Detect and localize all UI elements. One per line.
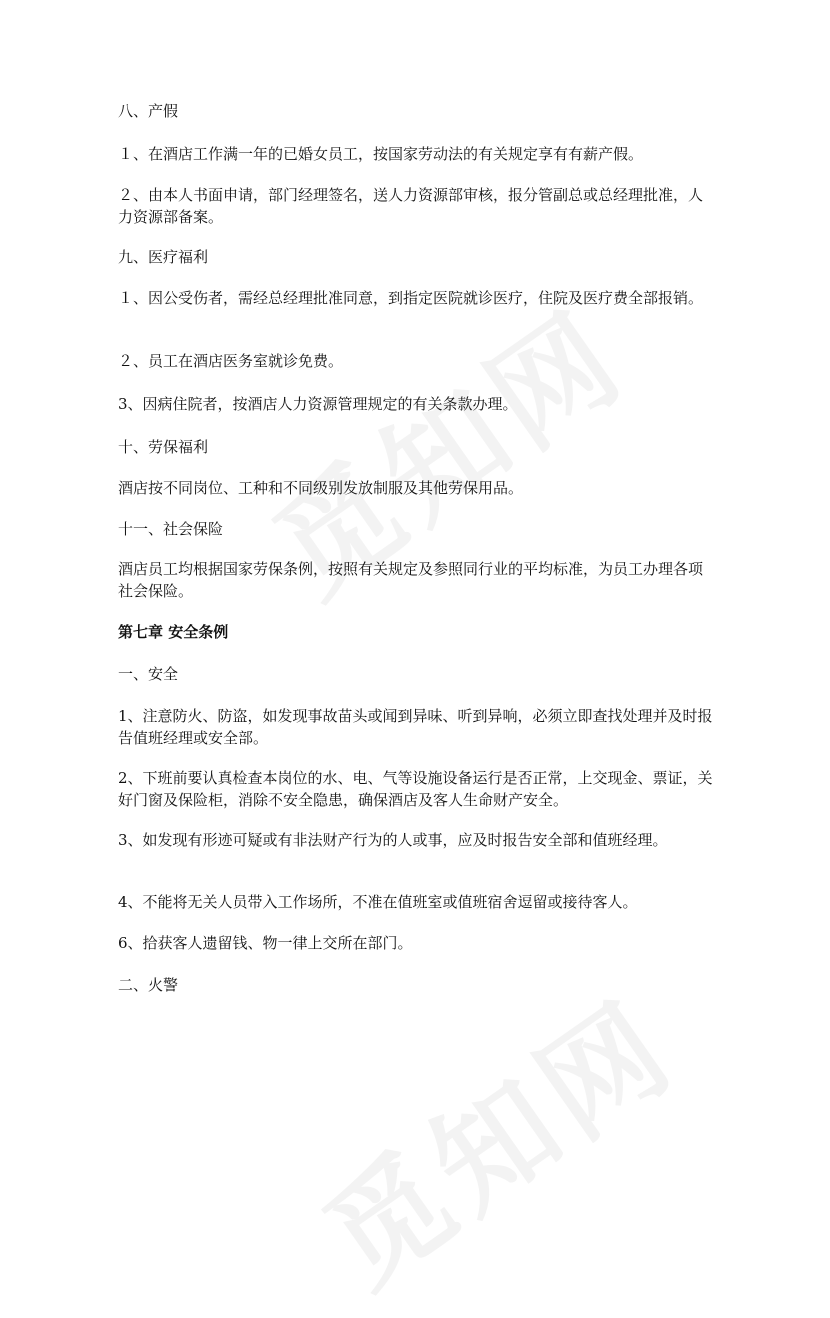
paragraph: １、因公受伤者，需经总经理批准同意，到指定医院就诊医疗，住院及医疗费全部报销。 — [118, 289, 704, 307]
paragraph: 2、下班前要认真检查本岗位的水、电、气等设施设备运行是否正常，上交现金、票证，关好门窗及保险柜，消除不安全隐患，确保酒店及客人生命财产安全。 — [118, 769, 713, 809]
paragraph: 4、不能将无关人员带入工作场所，不准在值班室或值班宿舍逗留或接待客人。 — [118, 893, 638, 911]
section-heading: 九、医疗福利 — [118, 248, 209, 266]
watermark — [286, 954, 704, 1318]
paragraph: ２、员工在酒店医务室就诊免费。 — [118, 352, 344, 370]
paragraph: 3、因病住院者，按酒店人力资源管理规定的有关条款办理。 — [118, 395, 518, 413]
section-heading: 一、安全 — [118, 665, 179, 683]
paragraph: １、在酒店工作满一年的已婚女员工，按国家劳动法的有关规定享有有薪产假。 — [118, 145, 644, 163]
paragraph: 3、如发现有形迹可疑或有非法财产行为的人或事，应及时报告安全部和值班经理。 — [118, 831, 668, 849]
chapter-heading: 第七章 安全条例 — [118, 623, 229, 641]
paragraph: 酒店按不同岗位、工种和不同级别发放制服及其他劳保用品。 — [118, 479, 524, 497]
paragraph: 6、拾获客人遗留钱、物一律上交所在部门。 — [118, 934, 413, 952]
paragraph: 1、注意防火、防盗，如发现事故苗头或闻到异味、听到异响，必须立即查找处理并及时报告值班经理或安全部。 — [118, 707, 713, 747]
paragraph: ２、由本人书面申请，部门经理签名，送人力资源部审核，报分管副总或总经理批准，人力资源部备案。 — [118, 186, 704, 226]
section-heading: 二、火警 — [118, 976, 179, 994]
section-heading: 十、劳保福利 — [118, 438, 209, 456]
paragraph: 酒店员工均根据国家劳保条例，按照有关规定及参照同行业的平均标准，为员工办理各项社会保险。 — [118, 560, 704, 600]
section-heading: 八、产假 — [118, 102, 179, 120]
section-heading: 十一、社会保险 — [118, 520, 224, 538]
